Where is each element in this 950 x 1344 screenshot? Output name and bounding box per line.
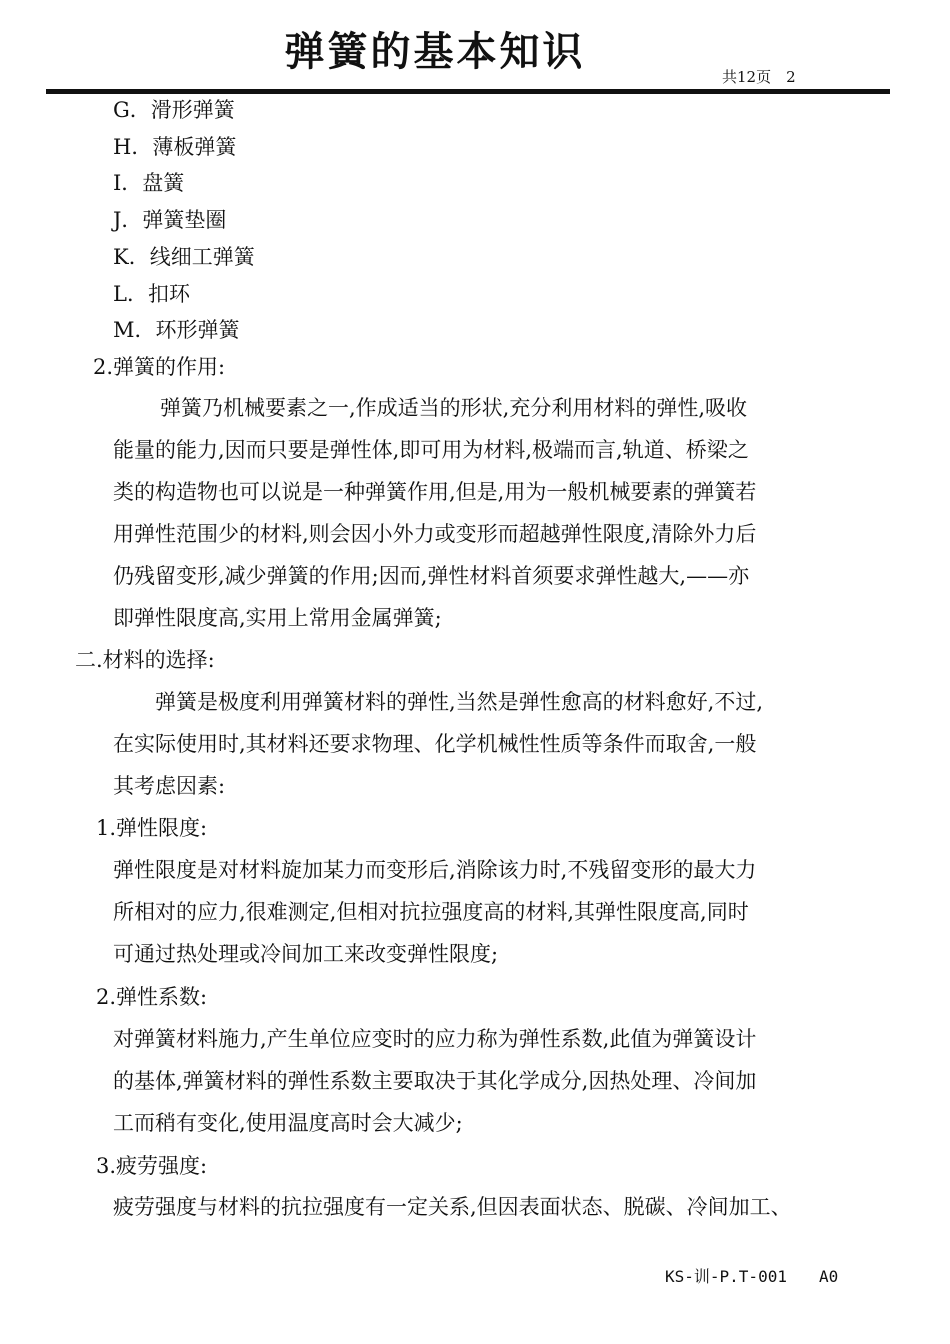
list-item: J．弹簧垫圈 bbox=[113, 208, 227, 232]
list-item: K．线细工弹簧 bbox=[113, 245, 255, 269]
list-item: I．盘簧 bbox=[113, 171, 185, 195]
paragraph-line: 即弹性限度高,实用上常用金属弹簧; bbox=[113, 606, 442, 630]
role-heading: 2.弹簧的作用: bbox=[93, 355, 226, 379]
item-heading: 1.弹性限度: bbox=[96, 816, 208, 840]
paragraph-line: 弹性限度是对材料旋加某力而变形后,消除该力时,不残留变形的最大力 bbox=[113, 858, 757, 882]
list-item: H．薄板弹簧 bbox=[113, 135, 237, 159]
paragraph-line: 仍残留变形,减少弹簧的作用;因而,弹性材料首须要求弹性越大,——亦 bbox=[113, 564, 750, 588]
paragraph-line: 的基体,弹簧材料的弹性系数主要取决于其化学成分,因热处理、冷间加 bbox=[113, 1069, 757, 1093]
section-heading: 二.材料的选择: bbox=[75, 648, 215, 672]
page-title: 弹簧的基本知识 bbox=[284, 28, 586, 75]
paragraph-line: 类的构造物也可以说是一种弹簧作用,但是,用为一般机械要素的弹簧若 bbox=[113, 480, 757, 504]
list-item: G．滑形弹簧 bbox=[113, 98, 235, 122]
list-item: L．扣环 bbox=[113, 282, 190, 306]
paragraph-line: 疲劳强度与材料的抗拉强度有一定关系,但因表面状态、脱碳、冷间加工、 bbox=[113, 1195, 792, 1219]
paragraph-line: 对弹簧材料施力,产生单位应变时的应力称为弹性系数,此值为弹簧设计 bbox=[113, 1027, 757, 1051]
paragraph-line: 所相对的应力,很难测定,但相对抗拉强度高的材料,其弹性限度高,同时 bbox=[113, 900, 749, 924]
paragraph-line: 在实际使用时,其材料还要求物理、化学机械性性质等条件而取舍,一般 bbox=[113, 732, 757, 756]
paragraph-line: 其考虑因素: bbox=[113, 774, 226, 798]
item-heading: 2.弹性系数: bbox=[96, 985, 208, 1009]
item-heading: 3.疲劳强度: bbox=[96, 1154, 208, 1178]
list-item: M．环形弹簧 bbox=[113, 318, 240, 342]
paragraph-line: 用弹性范围少的材料,则会因小外力或变形而超越弹性限度,清除外力后 bbox=[113, 522, 757, 546]
paragraph-line: 工而稍有变化,使用温度高时会大减少; bbox=[113, 1111, 463, 1135]
header-rule bbox=[46, 89, 890, 94]
paragraph-line: 弹簧乃机械要素之一,作成适当的形状,充分利用材料的弹性,吸收 bbox=[160, 396, 748, 420]
footer-doc-code: KS-训-P.T-001 A0 bbox=[665, 1267, 839, 1286]
page-count: 共12页 2 bbox=[722, 68, 796, 86]
paragraph-line: 弹簧是极度利用弹簧材料的弹性,当然是弹性愈高的材料愈好,不过, bbox=[155, 690, 764, 714]
paragraph-line: 能量的能力,因而只要是弹性体,即可用为材料,极端而言,轨道、桥梁之 bbox=[113, 438, 749, 462]
paragraph-line: 可通过热处理或冷间加工来改变弹性限度; bbox=[113, 942, 499, 966]
